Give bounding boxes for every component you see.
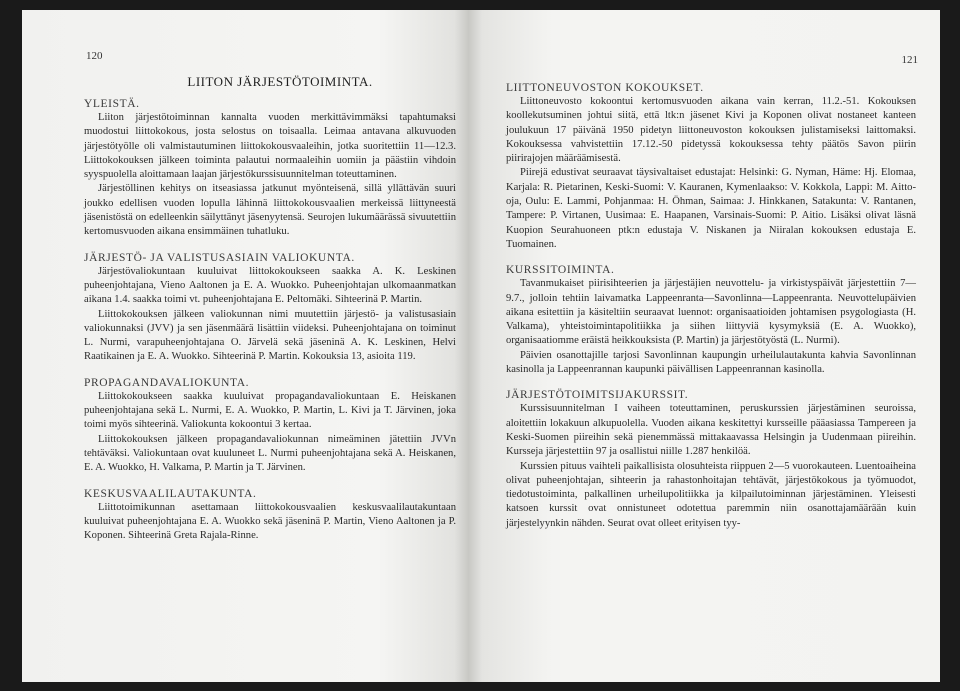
section-heading: PROPAGANDAVALIOKUNTA. — [84, 376, 250, 389]
right-page-number: 121 — [901, 54, 918, 66]
section-heading: KESKUSVAALILAUTAKUNTA. — [84, 487, 257, 500]
left-page-content — [84, 74, 456, 543]
section-heading: JÄRJESTÖ- JA VALISTUSASIAIN VALIOKUNTA. — [84, 251, 355, 264]
section-paragraph: Piirejä edustivat seuraavat täysivaltaiset edustajat: Helsinki: G. Nyman, Häme: Hj. Elomaa, Karjala: R. Pietarinen, Keski-Suomi: V. Kauranen, Kymenlaakso: V. Kokkola, Lappi: M. Aitto-oja, Oulu: E. Lammi, Pohjanmaa: H. Öhman, Saimaa: J. Hinkkanen, Satakunta: V. Rantanen, Tampere: P. Virtanen, Uusimaa: E. Haapanen, Varsinais-Suomi: P. Aitio. Lisäksi olivat läsnä Kuopion Seurahuoneen ptk:n edustaja V. Niskanen ja Niiralan kokouksen edustaja E. Tuomainen. — [506, 167, 916, 250]
section-paragraph: Kurssisuunnitelman I vaiheen toteuttaminen, peruskurssien järjestäminen seuroissa, aloitettiin lokakuun alkupuolella. Vuoden aikana keskitettyi kursseille pääasiassa Tampereen ja Keski-Suomen piireihin sekä pienemmässä mittakaavassa Helsingin ja Uudenmaan piireihin. Kursseja järjestettiin 97 ja osallistui niille 1.287 henkilöä. — [506, 403, 916, 458]
section-paragraph: Järjestövaliokuntaan kuuluivat liittokokoukseen saakka A. K. Leskinen puheenjohtajana, Vieno Aaltonen ja E. A. Wuokko. Puheenjohtajan ulkomaanmatkan aikana 1.4. saakka toimi vt. puheenjohtajana E. Peltomäki. Sihteerinä P. Martin. — [84, 265, 456, 306]
section-paragraph: Kurssien pituus vaihteli paikallisista olosuhteista riippuen 2—5 vuorokauteen. Luentoaiheina olivat puheenjohtajan, sihteerin ja rahastonhoitajan tehtävät, järjestökokous ja työmuodot, tiedotustoiminta, palkallinen urheilupolitiikka ja kilpailutoiminnan järjestäminen. Yleisesti katsoen kurssit ovat onnistuneet odotettua paremmin niin osanottajamäärään kuin järjestelyynkin nähden. Seurat ovat olleet erityisen tyy- — [506, 460, 916, 529]
section-paragraph: Järjestöllinen kehitys on itseasiassa jatkunut myönteisenä, sillä yllättävän suuri joukko edellisen vuoden lopulla lähinnä liittokokousvaalien merkeissä liittyneestä jäsenistöstä on edelleenkin säilyttänyt jäsenyytensä. Seurojen lukumäärässä sivuutettiin kertomusvuoden aikana ensimmäinen tuhatluku. — [84, 183, 456, 238]
left-page-number: 120 — [86, 50, 103, 62]
section-heading: JÄRJESTÖTOIMITSIJAKURSSIT. — [506, 389, 689, 402]
left-page — [22, 10, 468, 682]
section-paragraph: Tavanmukaiset piirisihteerien ja järjestäjien neuvottelu- ja virkistyspäivät järjestettiin 7—9.7., jolloin tehtiin laivamatka Lappeenranta—Savonlinna—Lappeenranta. Neuvottelupäivien aikana esitettiin ja käsiteltiin seuraavat luennot: organisaatioiden johtamisen psygologiasta (H. Valkama), yhteistoimintapolitiikka ja siihen liittyviä kysymyksiä (E. A. Wuokko), organisaatiomme eräistä heikkouksista (P. Martin) ja järjestötyöstä (L. Nurmi). — [506, 278, 916, 347]
section-paragraph: Liiton järjestötoiminnan kannalta vuoden merkittävimmäksi tapahtumaksi muodostui liittokokous, josta selostus on toisaalla. Leimaa antavana alkuvuoden järjestötyölle oli valmistautuminen liittokokousvaaleihin, jotka suoritettiin 11—12.3. Liittokokouksen jälkeen toiminta palautui normaaleihin uomiin ja päästiin vihdoin syyspuolella aloittamaan laajan järjestökurssisuunnitelman toteuttaminen. — [84, 112, 456, 181]
section-paragraph: Päivien osanottajille tarjosi Savonlinnan kaupungin urheilulautakunta kahvia Savonlinnan kasinolla ja Lappeenrannan kaupunki päivällisen Lappeenrannan kasinolla. — [506, 349, 916, 376]
book-spread — [22, 10, 940, 682]
section-paragraph: Liittokokouksen jälkeen valiokunnan nimi muutettiin järjestö- ja valistusasiain valiokunnaksi (JVV) ja sen jäsenmäärä lisättiin viideksi. Puheenjohtajana on toiminut L. Nurmi, varapuheenjohtajana O. Järvelä sekä jäseninä A. K. Leskinen, Helvi Raatikainen ja E. A. Wuokko. Sihteerinä P. Martin. Kokouksia 13, asioita 119. — [84, 308, 456, 363]
section-paragraph: Liittoneuvosto kokoontui kertomusvuoden aikana vain kerran, 11.2.-51. Kokouksen koollekutsuminen johtui siitä, että ltk:n jäsenet Kivi ja Koponen olivat nostaneet kanteen joulukuun 17 päivänä 1950 pidetyn liittoneuvoston kokouksen julistamiseksi laittomaksi. Kokouksessa vahvistettiin 17.12.-50 pidetyssä kokouksessa tehty päätös Savon piirin piirirajojen määräämisestä. — [506, 96, 916, 165]
section-heading: KURSSITOIMINTA. — [506, 264, 615, 277]
right-page-content — [506, 82, 916, 531]
section-heading: LIITTONEUVOSTON KOKOUKSET. — [506, 82, 704, 94]
section-heading: YLEISTÄ. — [84, 98, 140, 110]
section-paragraph: Liittokokouksen jälkeen propagandavaliokunnan nimeäminen jätettiin JVVn tehtäväksi. Valiokuntaan ovat kuuluneet L. Nurmi puheenjohtajana sekä A. Heiskanen, E. A. Wuokko, H. Valkama, P. Martin ja T. Järvinen. — [84, 433, 456, 474]
section-paragraph: Liittokokoukseen saakka kuuluivat propagandavaliokuntaan E. Heiskanen puheenjohtajana sekä L. Nurmi, E. A. Wuokko, P. Martin, L. Kivi ja T. Järvinen, joka toimi myös sihteerinä. Valiokunta kokoontui 3 kertaa. — [84, 390, 456, 431]
chapter-title: LIITON JÄRJESTÖTOIMINTA. — [187, 74, 373, 89]
section-paragraph: Liittotoimikunnan asettamaan liittokokousvaalien keskusvaalilautakuntaan kuuluivat puheenjohtajana E. A. Wuokko sekä jäseninä P. Martin, Vieno Aaltonen ja P. Koponen. Sihteerinä Greta Rajala-Rinne. — [84, 501, 456, 542]
right-page — [468, 10, 940, 682]
